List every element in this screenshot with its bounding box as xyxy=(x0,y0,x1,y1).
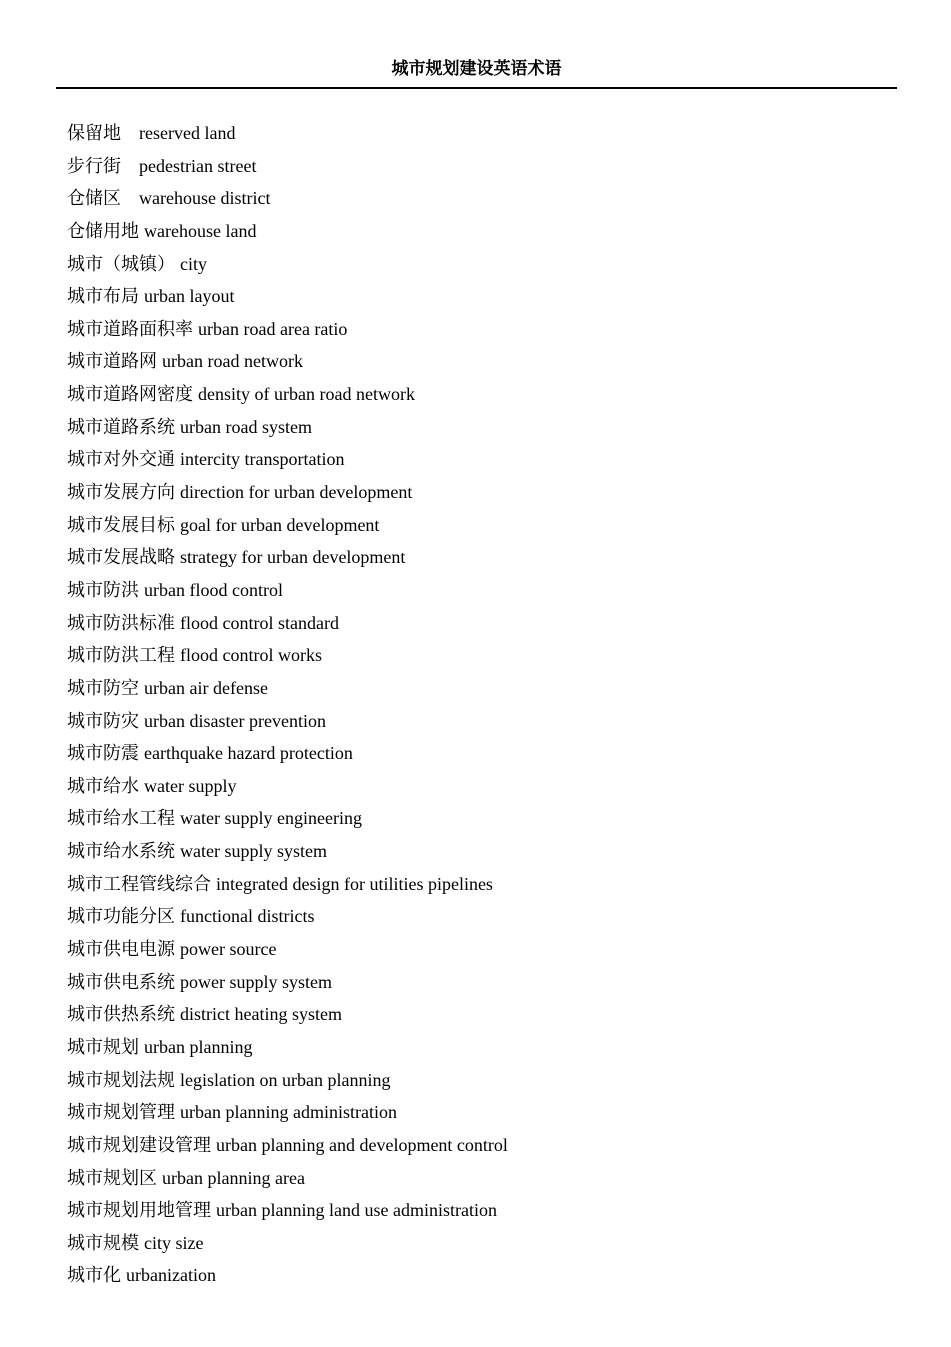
term-chinese: 城市发展战略 xyxy=(67,547,175,569)
term-english: density of urban road network xyxy=(198,384,415,405)
term-english: city xyxy=(180,253,207,274)
term-english: urban planning area xyxy=(162,1167,305,1188)
term-english: functional districts xyxy=(180,906,315,927)
term-row xyxy=(67,574,508,607)
term-row xyxy=(67,900,508,933)
term-english: legislation on urban planning xyxy=(180,1069,391,1090)
term-row xyxy=(67,150,508,183)
term-row xyxy=(67,215,508,248)
term-row xyxy=(67,476,508,509)
term-chinese: 城市道路网密度 xyxy=(67,384,193,406)
header-divider xyxy=(56,87,897,89)
term-english: earthquake hazard protection xyxy=(144,743,353,764)
term-chinese: 城市防灾 xyxy=(67,710,139,732)
term-row xyxy=(67,1194,508,1227)
term-chinese: 城市道路系统 xyxy=(67,416,175,438)
term-chinese: 城市规划 xyxy=(67,1036,139,1058)
term-row xyxy=(67,998,508,1031)
term-english: water supply engineering xyxy=(180,808,362,829)
term-english: district heating system xyxy=(180,1004,342,1025)
term-chinese: 城市防洪工程 xyxy=(67,645,175,667)
term-row xyxy=(67,672,508,705)
term-english: urban air defense xyxy=(144,677,268,698)
term-chinese: 城市规模 xyxy=(67,1232,139,1254)
term-row xyxy=(67,1096,508,1129)
term-row xyxy=(67,443,508,476)
term-chinese: 城市（城镇） xyxy=(67,253,175,275)
term-english: urban planning xyxy=(144,1036,253,1057)
term-chinese: 仓储区 xyxy=(67,188,121,210)
term-row xyxy=(67,802,508,835)
term-english: pedestrian street xyxy=(139,155,257,176)
term-chinese: 城市规划建设管理 xyxy=(67,1134,211,1156)
term-english: urban disaster prevention xyxy=(144,710,326,731)
term-english: urban road network xyxy=(162,351,303,372)
term-row xyxy=(67,117,508,150)
term-row xyxy=(67,280,508,313)
term-row xyxy=(67,639,508,672)
term-chinese: 城市对外交通 xyxy=(67,449,175,471)
term-row xyxy=(67,182,508,215)
term-english: direction for urban development xyxy=(180,482,413,503)
term-row xyxy=(67,509,508,542)
term-english: power supply system xyxy=(180,971,332,992)
term-chinese: 城市供热系统 xyxy=(67,1004,175,1026)
term-english: urban planning land use administration xyxy=(216,1200,497,1221)
term-chinese: 城市防空 xyxy=(67,677,139,699)
term-chinese: 城市道路网 xyxy=(67,351,157,373)
term-row xyxy=(67,966,508,999)
term-chinese: 步行街 xyxy=(67,155,121,177)
term-chinese: 城市防洪标准 xyxy=(67,612,175,634)
term-row xyxy=(67,1064,508,1097)
term-english: warehouse land xyxy=(144,220,257,241)
term-chinese: 城市防震 xyxy=(67,743,139,765)
term-chinese: 保留地 xyxy=(67,123,121,144)
term-english: warehouse district xyxy=(139,188,271,209)
term-chinese: 城市发展目标 xyxy=(67,514,175,536)
term-english: city size xyxy=(144,1232,204,1253)
term-row xyxy=(67,737,508,770)
term-chinese: 仓储用地 xyxy=(67,220,139,242)
term-chinese: 城市给水工程 xyxy=(67,808,175,830)
term-english: urban planning and development control xyxy=(216,1134,508,1155)
term-chinese: 城市布局 xyxy=(67,286,139,308)
term-chinese: 城市给水系统 xyxy=(67,841,175,863)
term-row xyxy=(67,835,508,868)
term-english: water supply xyxy=(144,775,237,796)
page-title: 城市规划建设英语术语 xyxy=(391,59,562,79)
term-english: goal for urban development xyxy=(180,514,380,535)
term-english: water supply system xyxy=(180,841,327,862)
term-row xyxy=(67,1129,508,1162)
term-english: power source xyxy=(180,939,277,960)
term-english: urban road system xyxy=(180,416,312,437)
term-chinese: 城市工程管线综合 xyxy=(67,873,211,895)
term-chinese: 城市规划管理 xyxy=(67,1102,175,1124)
term-row xyxy=(67,1031,508,1064)
term-chinese: 城市发展方向 xyxy=(67,482,175,504)
term-chinese: 城市道路面积率 xyxy=(67,318,193,340)
term-chinese: 城市化 xyxy=(67,1265,121,1287)
term-row xyxy=(67,770,508,803)
term-chinese: 城市功能分区 xyxy=(67,906,175,928)
term-chinese: 城市供电电源 xyxy=(67,939,175,961)
term-row xyxy=(67,933,508,966)
term-english: urban layout xyxy=(144,286,235,307)
term-english: urban flood control xyxy=(144,579,283,600)
term-english: intercity transportation xyxy=(180,449,345,470)
term-chinese: 城市规划用地管理 xyxy=(67,1200,211,1222)
term-chinese: 城市防洪 xyxy=(67,579,139,601)
term-english: urban planning administration xyxy=(180,1102,397,1123)
term-row xyxy=(67,541,508,574)
term-english: flood control works xyxy=(180,645,322,666)
term-chinese: 城市规划区 xyxy=(67,1167,157,1189)
term-row xyxy=(67,705,508,738)
term-row xyxy=(67,345,508,378)
term-row xyxy=(67,868,508,901)
term-english: strategy for urban development xyxy=(180,547,406,568)
term-chinese: 城市规划法规 xyxy=(67,1069,175,1091)
term-chinese: 城市供电系统 xyxy=(67,971,175,993)
term-row xyxy=(67,378,508,411)
term-english: integrated design for utilities pipelines xyxy=(216,873,493,894)
term-row xyxy=(67,248,508,281)
term-english: urbanization xyxy=(126,1265,216,1286)
term-row xyxy=(67,313,508,346)
term-chinese: 城市给水 xyxy=(67,775,139,797)
term-row xyxy=(67,411,508,444)
term-row xyxy=(67,1259,508,1292)
term-row xyxy=(67,1162,508,1195)
term-row xyxy=(67,607,508,640)
term-row xyxy=(67,1227,508,1260)
term-english: reserved land xyxy=(139,123,236,143)
term-english: urban road area ratio xyxy=(198,318,348,339)
term-list xyxy=(67,117,508,1292)
term-english: flood control standard xyxy=(180,612,339,633)
